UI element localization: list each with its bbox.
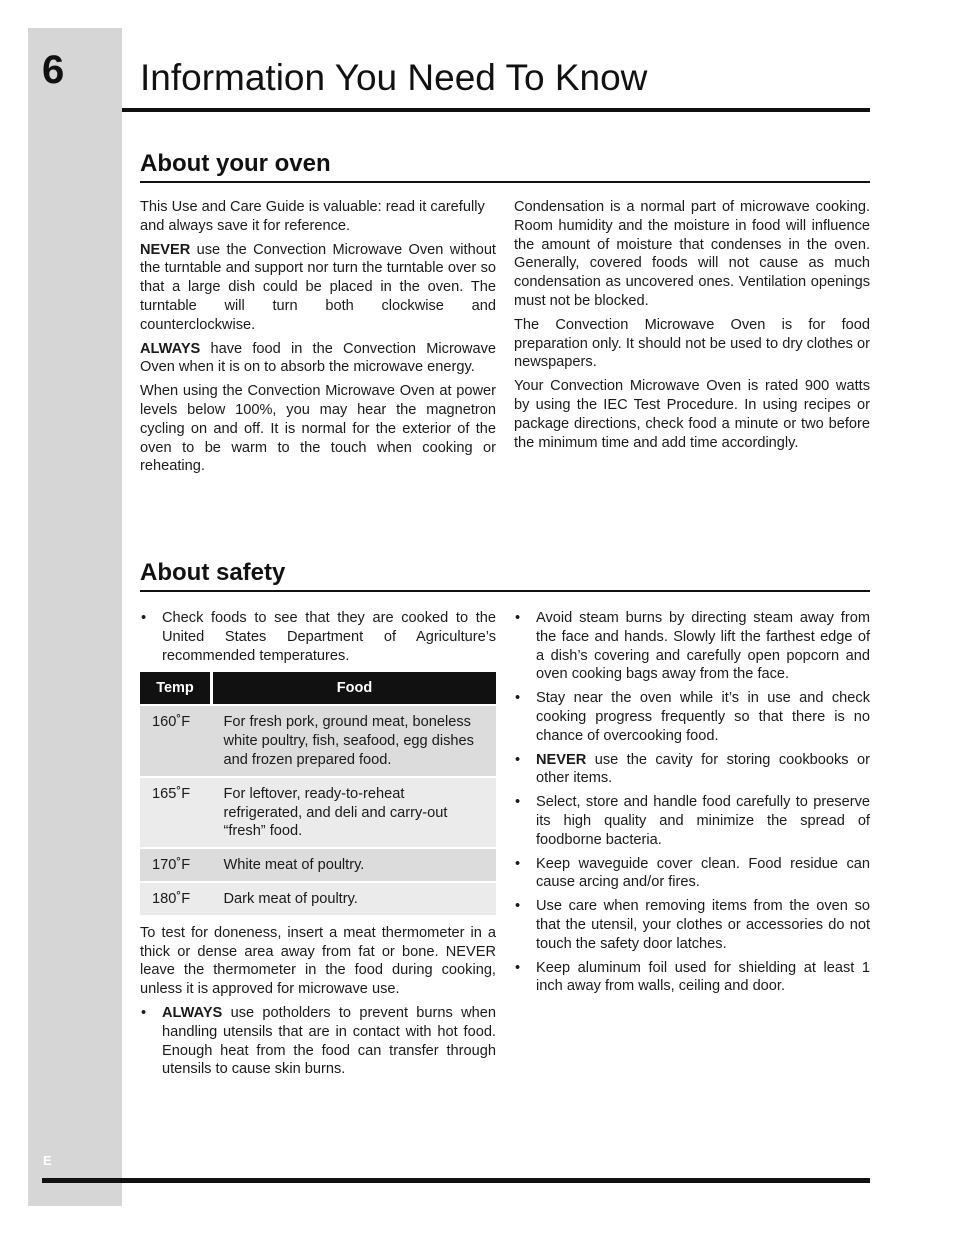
section-heading-safety: About safety xyxy=(140,559,286,586)
bullet-icon: • xyxy=(515,690,521,707)
section-divider-safety xyxy=(140,590,870,592)
column-header-food: Food xyxy=(212,672,497,705)
bullet-icon: • xyxy=(515,751,521,768)
section-heading-oven: About your oven xyxy=(140,150,331,177)
oven-paragraph-7: Your Convection Microwave Oven is rated 900 watts by using the IEC Test Procedure. In using recipes or package directions, check food a minute or two before the minimum time and add time accordingly. xyxy=(514,378,870,451)
list-item: • Keep waveguide cover clean. Food residue can cause arcing and/or fires. xyxy=(515,855,870,891)
bullet-icon: • xyxy=(515,794,521,811)
page-title: Information You Need To Know xyxy=(140,57,648,98)
page-number: 6 xyxy=(42,48,65,92)
temp-cell: 160˚F xyxy=(140,705,212,776)
list-item: • ALWAYS use potholders to prevent burns when handling utensils that are in contact with hot food. Enough heat from the food can transfer through utensils to cause skin burns. xyxy=(141,1004,496,1078)
temp-cell: 165˚F xyxy=(140,777,212,848)
doneness-paragraph: To test for doneness, insert a meat thermometer in a thick or dense area away from fat or bone. NEVER leave the thermometer in the food during cooking, unless it is approved for microwave use. xyxy=(140,924,496,998)
food-cell: Dark meat of poultry. xyxy=(212,882,497,915)
oven-paragraph-4: When using the Convection Microwave Oven at power levels below 100%, you may hear the magnetron cycling on and off. It is normal for the exterior of the oven to be warm to the touch when cooking or reheating. xyxy=(140,383,496,475)
bullet-icon: • xyxy=(141,610,147,626)
table-row xyxy=(140,882,496,915)
table-row xyxy=(140,848,496,882)
food-cell: For fresh pork, ground meat, boneless white poultry, fish, seafood, egg dishes and frozen prepared food. xyxy=(212,705,497,776)
column-header-temp: Temp xyxy=(140,672,212,705)
oven-paragraph-3: ALWAYS have food in the Convection Microwave Oven when it is on to absorb the microwave energy. xyxy=(140,340,496,376)
temperature-table xyxy=(140,672,496,914)
table-header-row xyxy=(140,672,496,705)
bullet-icon: • xyxy=(515,959,521,976)
safety-right-column xyxy=(514,609,870,1001)
safety-right-list xyxy=(514,609,870,996)
oven-paragraph-6: The Convection Microwave Oven is for food preparation only. It should not be used to dry clothes or newspapers. xyxy=(514,316,870,371)
oven-left-column xyxy=(140,198,496,481)
list-item: • NEVER use the cavity for storing cookbooks or other items. xyxy=(515,751,870,787)
temp-cell: 180˚F xyxy=(140,882,212,915)
table-row xyxy=(140,705,496,776)
table-row xyxy=(140,777,496,848)
food-cell: White meat of poultry. xyxy=(212,848,497,882)
list-item: • Use care when removing items from the oven so that the utensil, your clothes or accessories do not touch the safety door latches. xyxy=(515,898,870,952)
footer-divider xyxy=(42,1178,870,1183)
list-item: • Stay near the oven while it’s in use and check cooking progress frequently so that there is no chance of overcooking food. xyxy=(515,690,870,744)
oven-paragraph-1: This Use and Care Guide is valuable: read it carefully and always save it for reference. xyxy=(140,199,485,234)
bullet-icon: • xyxy=(515,855,521,872)
safety-left-list xyxy=(140,609,496,665)
bullet-icon: • xyxy=(515,610,521,626)
list-item: • Check foods to see that they are cooked to the United States Department of Agriculture’s recommended temperatures. xyxy=(141,610,496,664)
food-cell: For leftover, ready-to-reheat refrigerated, and deli and carry-out “fresh” food. xyxy=(212,777,497,848)
footer-language-letter: E xyxy=(43,1153,52,1168)
title-divider xyxy=(122,108,870,112)
list-item: • Keep aluminum foil used for shielding at least 1 inch away from walls, ceiling and door. xyxy=(515,959,870,995)
oven-paragraph-2: NEVER use the Convection Microwave Oven without the turntable and support nor turn the turntable over so that a large dish could be placed in the oven. The turntable will turn both clockwise and counterclockwise. xyxy=(140,241,496,333)
safety-left-column xyxy=(140,609,496,1084)
list-item: • Select, store and handle food carefully to preserve its high quality and minimize the spread of foodborne bacteria. xyxy=(515,794,870,848)
temp-cell: 170˚F xyxy=(140,848,212,882)
list-item: • Avoid steam burns by directing steam away from the face and hands. Slowly lift the farthest edge of a dish’s covering and carefully open popcorn and oven cooking bags away from the face. xyxy=(515,610,870,683)
bullet-icon: • xyxy=(515,898,521,915)
safety-left-list-2 xyxy=(140,1004,496,1079)
page-sidebar xyxy=(28,28,122,1206)
oven-right-column xyxy=(514,198,870,457)
oven-paragraph-5: Condensation is a normal part of microwave cooking. Room humidity and the moisture in food will influence the amount of moisture that condenses in the oven. Generally, covered foods will not cause as much condensation as uncovered ones. Ventilation openings must not be blocked. xyxy=(514,199,870,309)
bullet-icon: • xyxy=(141,1004,147,1021)
section-divider-oven xyxy=(140,181,870,183)
